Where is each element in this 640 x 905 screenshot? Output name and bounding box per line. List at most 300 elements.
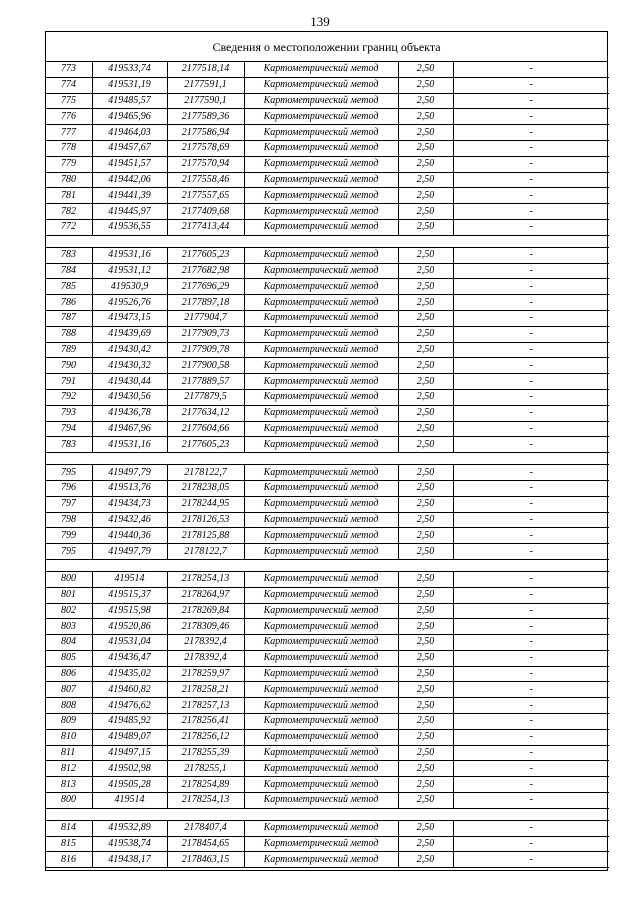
table-row — [46, 326, 609, 342]
x-coordinate-cell: 419531,16 — [92, 247, 167, 263]
determination-method-cell: Картометрический метод — [244, 852, 398, 868]
determination-method-cell: Картометрический метод — [244, 745, 398, 761]
determination-method-cell: Картометрический метод — [244, 714, 398, 730]
table-row — [46, 405, 609, 421]
accuracy-cell: 2,50 — [398, 587, 453, 603]
x-coordinate-cell: 419526,76 — [92, 295, 167, 311]
y-coordinate-cell: 2178269,84 — [167, 603, 244, 619]
description-cell: - — [453, 109, 609, 125]
determination-method-cell: Картометрический метод — [244, 729, 398, 745]
determination-method-cell: Картометрический метод — [244, 358, 398, 374]
point-number-cell: 780 — [46, 172, 92, 188]
determination-method-cell: Картометрический метод — [244, 836, 398, 852]
y-coordinate-cell: 2178392,4 — [167, 635, 244, 651]
x-coordinate-cell: 419451,57 — [92, 156, 167, 172]
table-row — [46, 109, 609, 125]
accuracy-cell: 2,50 — [398, 836, 453, 852]
table-row — [46, 93, 609, 109]
determination-method-cell: Картометрический метод — [244, 437, 398, 453]
description-cell: - — [453, 544, 609, 560]
table-row — [46, 777, 609, 793]
y-coordinate-cell: 2178254,13 — [167, 571, 244, 587]
accuracy-cell: 2,50 — [398, 698, 453, 714]
x-coordinate-cell: 419515,98 — [92, 603, 167, 619]
description-cell: - — [453, 247, 609, 263]
point-number-cell: 785 — [46, 279, 92, 295]
description-cell: - — [453, 263, 609, 279]
x-coordinate-cell: 419436,78 — [92, 405, 167, 421]
description-cell: - — [453, 682, 609, 698]
accuracy-cell: 2,50 — [398, 666, 453, 682]
point-number-cell: 805 — [46, 650, 92, 666]
determination-method-cell: Картометрический метод — [244, 793, 398, 809]
table-row — [46, 852, 609, 868]
accuracy-cell: 2,50 — [398, 619, 453, 635]
determination-method-cell: Картометрический метод — [244, 465, 398, 481]
table-row — [46, 421, 609, 437]
x-coordinate-cell: 419531,04 — [92, 635, 167, 651]
table-row — [46, 619, 609, 635]
y-coordinate-cell: 2177605,23 — [167, 247, 244, 263]
x-coordinate-cell: 419531,12 — [92, 263, 167, 279]
description-cell: - — [453, 342, 609, 358]
table-row — [46, 125, 609, 141]
x-coordinate-cell: 419439,69 — [92, 326, 167, 342]
accuracy-cell: 2,50 — [398, 714, 453, 730]
accuracy-cell: 2,50 — [398, 729, 453, 745]
description-cell: - — [453, 777, 609, 793]
accuracy-cell: 2,50 — [398, 682, 453, 698]
accuracy-cell: 2,50 — [398, 188, 453, 204]
x-coordinate-cell: 419457,67 — [92, 140, 167, 156]
y-coordinate-cell: 2178257,13 — [167, 698, 244, 714]
description-cell: - — [453, 358, 609, 374]
y-coordinate-cell: 2178256,12 — [167, 729, 244, 745]
determination-method-cell: Картометрический метод — [244, 172, 398, 188]
description-cell: - — [453, 125, 609, 141]
accuracy-cell: 2,50 — [398, 437, 453, 453]
y-coordinate-cell: 2178259,97 — [167, 666, 244, 682]
determination-method-cell: Картометрический метод — [244, 512, 398, 528]
description-cell: - — [453, 219, 609, 235]
determination-method-cell: Картометрический метод — [244, 421, 398, 437]
table-row — [46, 682, 609, 698]
x-coordinate-cell: 419430,42 — [92, 342, 167, 358]
table-row — [46, 342, 609, 358]
y-coordinate-cell: 2177591,1 — [167, 77, 244, 93]
y-coordinate-cell: 2177578,69 — [167, 140, 244, 156]
description-cell: - — [453, 140, 609, 156]
accuracy-cell: 2,50 — [398, 389, 453, 405]
y-coordinate-cell: 2177904,7 — [167, 310, 244, 326]
y-coordinate-cell: 2178454,65 — [167, 836, 244, 852]
point-number-cell: 801 — [46, 587, 92, 603]
x-coordinate-cell: 419531,16 — [92, 437, 167, 453]
y-coordinate-cell: 2178256,41 — [167, 714, 244, 730]
determination-method-cell: Картометрический метод — [244, 528, 398, 544]
accuracy-cell: 2,50 — [398, 140, 453, 156]
point-number-cell: 795 — [46, 544, 92, 560]
point-number-cell: 793 — [46, 405, 92, 421]
determination-method-cell: Картометрический метод — [244, 698, 398, 714]
x-coordinate-cell: 419430,56 — [92, 389, 167, 405]
accuracy-cell: 2,50 — [398, 125, 453, 141]
x-coordinate-cell: 419530,9 — [92, 279, 167, 295]
determination-method-cell: Картометрический метод — [244, 310, 398, 326]
table-row — [46, 496, 609, 512]
page-number: 139 — [310, 14, 330, 29]
description-cell: - — [453, 172, 609, 188]
description-cell: - — [453, 729, 609, 745]
x-coordinate-cell: 419533,74 — [92, 62, 167, 77]
point-number-cell: 784 — [46, 263, 92, 279]
description-cell: - — [453, 326, 609, 342]
description-cell: - — [453, 587, 609, 603]
accuracy-cell: 2,50 — [398, 310, 453, 326]
table-row — [46, 480, 609, 496]
determination-method-cell: Картометрический метод — [244, 405, 398, 421]
determination-method-cell: Картометрический метод — [244, 777, 398, 793]
table-row — [46, 62, 609, 77]
point-number-cell: 800 — [46, 571, 92, 587]
y-coordinate-cell: 2177590,1 — [167, 93, 244, 109]
point-number-cell: 800 — [46, 793, 92, 809]
description-cell: - — [453, 666, 609, 682]
x-coordinate-cell: 419430,32 — [92, 358, 167, 374]
separator-cell — [46, 235, 609, 247]
y-coordinate-cell: 2178126,53 — [167, 512, 244, 528]
accuracy-cell: 2,50 — [398, 761, 453, 777]
x-coordinate-cell: 419538,74 — [92, 836, 167, 852]
y-coordinate-cell: 2177634,12 — [167, 405, 244, 421]
description-cell: - — [453, 745, 609, 761]
x-coordinate-cell: 419520,86 — [92, 619, 167, 635]
accuracy-cell: 2,50 — [398, 496, 453, 512]
accuracy-cell: 2,50 — [398, 465, 453, 481]
description-cell: - — [453, 421, 609, 437]
accuracy-cell: 2,50 — [398, 603, 453, 619]
accuracy-cell: 2,50 — [398, 374, 453, 390]
accuracy-cell: 2,50 — [398, 342, 453, 358]
accuracy-cell: 2,50 — [398, 528, 453, 544]
determination-method-cell: Картометрический метод — [244, 666, 398, 682]
x-coordinate-cell: 419489,07 — [92, 729, 167, 745]
determination-method-cell: Картометрический метод — [244, 571, 398, 587]
accuracy-cell: 2,50 — [398, 263, 453, 279]
table-row — [46, 140, 609, 156]
point-number-cell: 816 — [46, 852, 92, 868]
description-cell: - — [453, 793, 609, 809]
determination-method-cell: Картометрический метод — [244, 279, 398, 295]
description-cell: - — [453, 512, 609, 528]
description-cell: - — [453, 437, 609, 453]
description-cell: - — [453, 698, 609, 714]
point-number-cell: 778 — [46, 140, 92, 156]
group-separator — [46, 235, 609, 247]
x-coordinate-cell: 419536,55 — [92, 219, 167, 235]
determination-method-cell: Картометрический метод — [244, 125, 398, 141]
x-coordinate-cell: 419514 — [92, 571, 167, 587]
table-row — [46, 310, 609, 326]
description-cell: - — [453, 188, 609, 204]
table-row — [46, 587, 609, 603]
accuracy-cell: 2,50 — [398, 480, 453, 496]
y-coordinate-cell: 2177605,23 — [167, 437, 244, 453]
separator-cell — [46, 453, 609, 465]
x-coordinate-cell: 419467,96 — [92, 421, 167, 437]
accuracy-cell: 2,50 — [398, 156, 453, 172]
table-row — [46, 263, 609, 279]
x-coordinate-cell: 419502,98 — [92, 761, 167, 777]
table-row — [46, 295, 609, 311]
y-coordinate-cell: 2177558,46 — [167, 172, 244, 188]
y-coordinate-cell: 2177909,78 — [167, 342, 244, 358]
x-coordinate-cell: 419513,76 — [92, 480, 167, 496]
accuracy-cell: 2,50 — [398, 544, 453, 560]
y-coordinate-cell: 2177900,58 — [167, 358, 244, 374]
accuracy-cell: 2,50 — [398, 793, 453, 809]
x-coordinate-cell: 419430,44 — [92, 374, 167, 390]
separator-cell — [46, 559, 609, 571]
y-coordinate-cell: 2177682,98 — [167, 263, 244, 279]
table-row — [46, 512, 609, 528]
x-coordinate-cell: 419442,06 — [92, 172, 167, 188]
determination-method-cell: Картометрический метод — [244, 204, 398, 220]
y-coordinate-cell: 2177518,14 — [167, 62, 244, 77]
x-coordinate-cell: 419485,57 — [92, 93, 167, 109]
determination-method-cell: Картометрический метод — [244, 93, 398, 109]
point-number-cell: 786 — [46, 295, 92, 311]
point-number-cell: 809 — [46, 714, 92, 730]
y-coordinate-cell: 2178255,1 — [167, 761, 244, 777]
description-cell: - — [453, 62, 609, 77]
description-cell: - — [453, 603, 609, 619]
table-row — [46, 188, 609, 204]
y-coordinate-cell: 2177570,94 — [167, 156, 244, 172]
table-row — [46, 374, 609, 390]
x-coordinate-cell: 419435,02 — [92, 666, 167, 682]
table-row — [46, 156, 609, 172]
accuracy-cell: 2,50 — [398, 635, 453, 651]
determination-method-cell: Картометрический метод — [244, 619, 398, 635]
point-number-cell: 812 — [46, 761, 92, 777]
determination-method-cell: Картометрический метод — [244, 62, 398, 77]
point-number-cell: 806 — [46, 666, 92, 682]
accuracy-cell: 2,50 — [398, 571, 453, 587]
x-coordinate-cell: 419473,15 — [92, 310, 167, 326]
determination-method-cell: Картометрический метод — [244, 188, 398, 204]
table-row — [46, 714, 609, 730]
description-cell: - — [453, 295, 609, 311]
accuracy-cell: 2,50 — [398, 109, 453, 125]
description-cell: - — [453, 77, 609, 93]
accuracy-cell: 2,50 — [398, 777, 453, 793]
group-separator — [46, 453, 609, 465]
description-cell: - — [453, 204, 609, 220]
y-coordinate-cell: 2178264,97 — [167, 587, 244, 603]
point-number-cell: 795 — [46, 465, 92, 481]
determination-method-cell: Картометрический метод — [244, 156, 398, 172]
determination-method-cell: Картометрический метод — [244, 326, 398, 342]
point-number-cell: 813 — [46, 777, 92, 793]
table-row — [46, 358, 609, 374]
accuracy-cell: 2,50 — [398, 852, 453, 868]
accuracy-cell: 2,50 — [398, 93, 453, 109]
y-coordinate-cell: 2178238,05 — [167, 480, 244, 496]
description-cell: - — [453, 156, 609, 172]
point-number-cell: 802 — [46, 603, 92, 619]
point-number-cell: 777 — [46, 125, 92, 141]
point-number-cell: 797 — [46, 496, 92, 512]
determination-method-cell: Картометрический метод — [244, 140, 398, 156]
point-number-cell: 814 — [46, 820, 92, 836]
determination-method-cell: Картометрический метод — [244, 389, 398, 405]
table-row — [46, 204, 609, 220]
y-coordinate-cell: 2177409,68 — [167, 204, 244, 220]
x-coordinate-cell: 419497,15 — [92, 745, 167, 761]
y-coordinate-cell: 2177889,57 — [167, 374, 244, 390]
coordinates-grid — [46, 62, 609, 868]
table-row — [46, 247, 609, 263]
table-row — [46, 465, 609, 481]
x-coordinate-cell: 419514 — [92, 793, 167, 809]
table-row — [46, 698, 609, 714]
determination-method-cell: Картометрический метод — [244, 820, 398, 836]
point-number-cell: 794 — [46, 421, 92, 437]
accuracy-cell: 2,50 — [398, 247, 453, 263]
determination-method-cell: Картометрический метод — [244, 603, 398, 619]
x-coordinate-cell: 419434,73 — [92, 496, 167, 512]
accuracy-cell: 2,50 — [398, 405, 453, 421]
x-coordinate-cell: 419497,79 — [92, 544, 167, 560]
point-number-cell: 796 — [46, 480, 92, 496]
y-coordinate-cell: 2178125,88 — [167, 528, 244, 544]
description-cell: - — [453, 528, 609, 544]
point-number-cell: 783 — [46, 247, 92, 263]
y-coordinate-cell: 2177604,66 — [167, 421, 244, 437]
point-number-cell: 799 — [46, 528, 92, 544]
accuracy-cell: 2,50 — [398, 326, 453, 342]
point-number-cell: 790 — [46, 358, 92, 374]
y-coordinate-cell: 2177557,65 — [167, 188, 244, 204]
point-number-cell: 811 — [46, 745, 92, 761]
determination-method-cell: Картометрический метод — [244, 496, 398, 512]
separator-cell — [46, 808, 609, 820]
determination-method-cell: Картометрический метод — [244, 109, 398, 125]
y-coordinate-cell: 2178309,46 — [167, 619, 244, 635]
point-number-cell: 788 — [46, 326, 92, 342]
point-number-cell: 774 — [46, 77, 92, 93]
accuracy-cell: 2,50 — [398, 62, 453, 77]
accuracy-cell: 2,50 — [398, 820, 453, 836]
point-number-cell: 773 — [46, 62, 92, 77]
description-cell: - — [453, 496, 609, 512]
description-cell: - — [453, 465, 609, 481]
table-row — [46, 279, 609, 295]
accuracy-cell: 2,50 — [398, 219, 453, 235]
description-cell: - — [453, 619, 609, 635]
table-row — [46, 729, 609, 745]
accuracy-cell: 2,50 — [398, 279, 453, 295]
table-row — [46, 544, 609, 560]
y-coordinate-cell: 2178463,15 — [167, 852, 244, 868]
description-cell: - — [453, 635, 609, 651]
determination-method-cell: Картометрический метод — [244, 587, 398, 603]
y-coordinate-cell: 2178254,13 — [167, 793, 244, 809]
point-number-cell: 781 — [46, 188, 92, 204]
description-cell: - — [453, 714, 609, 730]
table-row — [46, 528, 609, 544]
accuracy-cell: 2,50 — [398, 77, 453, 93]
table-row — [46, 666, 609, 682]
y-coordinate-cell: 2178407,4 — [167, 820, 244, 836]
x-coordinate-cell: 419445,97 — [92, 204, 167, 220]
table-row — [46, 793, 609, 809]
x-coordinate-cell: 419532,89 — [92, 820, 167, 836]
x-coordinate-cell: 419465,96 — [92, 109, 167, 125]
y-coordinate-cell: 2178255,39 — [167, 745, 244, 761]
table-row — [46, 761, 609, 777]
y-coordinate-cell: 2177589,36 — [167, 109, 244, 125]
determination-method-cell: Картометрический метод — [244, 219, 398, 235]
point-number-cell: 789 — [46, 342, 92, 358]
determination-method-cell: Картометрический метод — [244, 342, 398, 358]
y-coordinate-cell: 2177696,29 — [167, 279, 244, 295]
accuracy-cell: 2,50 — [398, 421, 453, 437]
table-row — [46, 172, 609, 188]
description-cell: - — [453, 761, 609, 777]
x-coordinate-cell: 419515,37 — [92, 587, 167, 603]
point-number-cell: 787 — [46, 310, 92, 326]
point-number-cell: 803 — [46, 619, 92, 635]
point-number-cell: 783 — [46, 437, 92, 453]
x-coordinate-cell: 419438,17 — [92, 852, 167, 868]
determination-method-cell: Картометрический метод — [244, 263, 398, 279]
group-separator — [46, 559, 609, 571]
accuracy-cell: 2,50 — [398, 172, 453, 188]
y-coordinate-cell: 2178254,89 — [167, 777, 244, 793]
boundary-coordinates-table — [45, 31, 608, 871]
point-number-cell: 782 — [46, 204, 92, 220]
y-coordinate-cell: 2178122,7 — [167, 465, 244, 481]
description-cell: - — [453, 852, 609, 868]
determination-method-cell: Картометрический метод — [244, 247, 398, 263]
table-row — [46, 219, 609, 235]
table-row — [46, 820, 609, 836]
accuracy-cell: 2,50 — [398, 204, 453, 220]
x-coordinate-cell: 419460,82 — [92, 682, 167, 698]
accuracy-cell: 2,50 — [398, 295, 453, 311]
y-coordinate-cell: 2178258,21 — [167, 682, 244, 698]
accuracy-cell: 2,50 — [398, 650, 453, 666]
point-number-cell: 772 — [46, 219, 92, 235]
table-row — [46, 603, 609, 619]
description-cell: - — [453, 389, 609, 405]
table-title: Сведения о местоположении границ объекта — [46, 32, 607, 62]
description-cell: - — [453, 820, 609, 836]
description-cell: - — [453, 310, 609, 326]
description-cell: - — [453, 93, 609, 109]
x-coordinate-cell: 419436,47 — [92, 650, 167, 666]
group-separator — [46, 808, 609, 820]
description-cell: - — [453, 374, 609, 390]
table-row — [46, 650, 609, 666]
description-cell: - — [453, 480, 609, 496]
determination-method-cell: Картометрический метод — [244, 650, 398, 666]
determination-method-cell: Картометрический метод — [244, 77, 398, 93]
x-coordinate-cell: 419505,28 — [92, 777, 167, 793]
table-row — [46, 836, 609, 852]
